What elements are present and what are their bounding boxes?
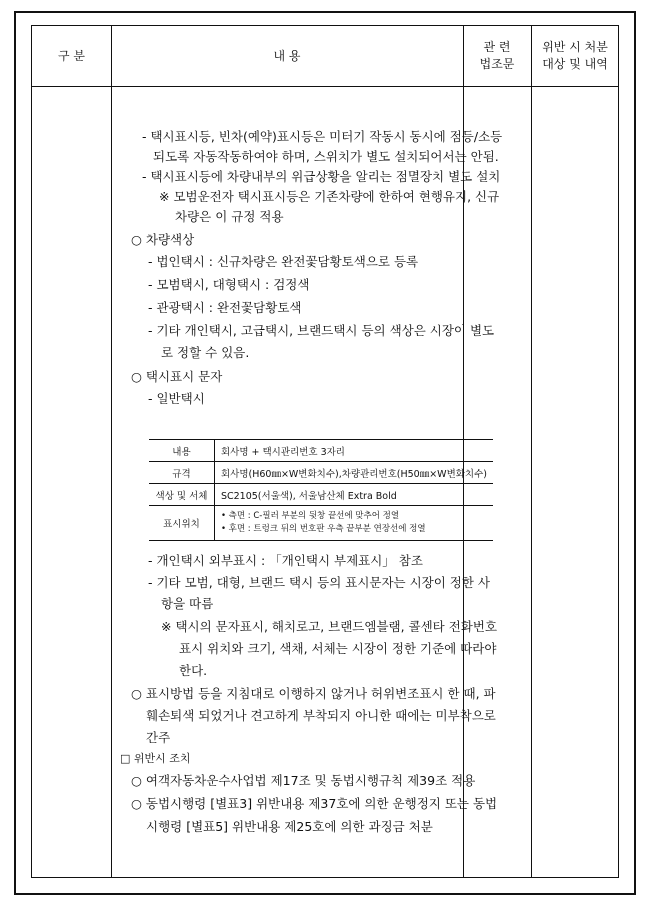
spec-key: 색상 및 서체 — [149, 484, 214, 506]
spec-row — [149, 440, 493, 462]
text-line: - 관광택시 : 완전꽃담황토색 — [148, 300, 302, 315]
spec-value: 회사명 + 택시관리번호 3자리 — [214, 440, 493, 462]
text-line: - 택시표시등에 차량내부의 위급상황을 알리는 점멸장치 별도 설치 — [142, 169, 501, 184]
text-line: ○ 동법시행령 [별표3] 위반내용 제37호에 의한 운행정지 또는 동법 — [131, 796, 498, 811]
spec-value-line: • 측면 : C-필러 부분의 뒷창 끝선에 맞추어 정열 — [220, 511, 400, 521]
spec-value: SC2105(서울색), 서울남산체 Extra Bold — [214, 484, 493, 506]
spec-key: 표시위치 — [149, 506, 214, 541]
text-line: 되도록 자동작동하여야 하며, 스위치가 별도 설치되어서는 안됨. — [153, 149, 499, 164]
header-violation-line1: 위반 시 처분 — [542, 40, 608, 54]
text-line: - 개인택시 외부표시 : 「개인택시 부제표시」 참조 — [148, 553, 423, 568]
text-line: - 기타 개인택시, 고급택시, 브랜드택시 등의 색상은 시장이 별도 — [148, 323, 495, 338]
header-content: 내 용 — [273, 48, 301, 63]
spec-value: 회사명(H60㎜×W변화치수),차량관리번호(H50㎜×W변화치수) — [214, 462, 493, 484]
spec-row — [149, 462, 493, 484]
text-line: 훼손퇴색 되었거나 견고하게 부착되지 아니한 때에는 미부착으로 — [146, 708, 496, 723]
spec-key: 규격 — [149, 462, 214, 484]
text-line: 한다. — [179, 663, 208, 678]
header-category: 구 분 — [58, 48, 85, 63]
text-line: 표시 위치와 크기, 색채, 서체는 시장이 정한 기준에 따라야 — [179, 641, 497, 656]
text-line: - 일반택시 — [148, 391, 205, 406]
text-line: - 기타 모범, 대형, 브랜드 택시 등의 표시문자는 시장이 정한 사 — [148, 575, 490, 590]
spec-key: 내용 — [149, 440, 214, 462]
text-line: ※ 모범운전자 택시표시등은 기존차량에 한하여 현행유지, 신규 — [159, 189, 500, 204]
text-line: ○ 차량색상 — [131, 232, 195, 247]
regulation-table — [31, 25, 619, 878]
spec-value — [214, 506, 493, 541]
text-line: 간주 — [146, 730, 171, 745]
text-line: 로 정할 수 있음. — [161, 345, 250, 360]
text-line: 차량은 이 규정 적용 — [175, 209, 284, 224]
header-violation-line2: 대상 및 내역 — [542, 57, 608, 71]
text-line: - 택시표시등, 빈차(예약)표시등은 미터기 작동시 동시에 점등/소등 — [142, 129, 503, 144]
text-line: □ 위반시 조치 — [120, 752, 191, 765]
text-line: ※ 택시의 문자표시, 해치로고, 브랜드엠블램, 콜센타 전화번호 — [161, 619, 498, 634]
spec-table — [149, 439, 493, 541]
text-line: ○ 표시방법 등을 지침대로 이행하지 않거나 허위변조표시 한 때, 파 — [131, 686, 496, 701]
spec-row — [149, 484, 493, 506]
header-related-law-line2: 법조문 — [479, 57, 515, 71]
spec-row — [149, 506, 493, 541]
text-line: 항을 따름 — [161, 596, 214, 611]
spec-value-line: • 후면 : 트렁크 뒤의 번호판 우측 끝부분 연장선에 정열 — [220, 524, 426, 534]
text-line: - 모범택시, 대형택시 : 검정색 — [148, 277, 310, 292]
text-line: ○ 택시표시 문자 — [131, 369, 223, 384]
text-line: ○ 여객자동차운수사업법 제17조 및 동법시행규칙 제39조 적용 — [131, 773, 476, 788]
text-line: 시행령 [별표5] 위반내용 제25호에 의한 과징금 처분 — [146, 819, 433, 834]
text-line: - 법인택시 : 신규차량은 완전꽃담황토색으로 등록 — [148, 254, 419, 269]
header-related-law-line1: 관 련 — [483, 40, 511, 54]
